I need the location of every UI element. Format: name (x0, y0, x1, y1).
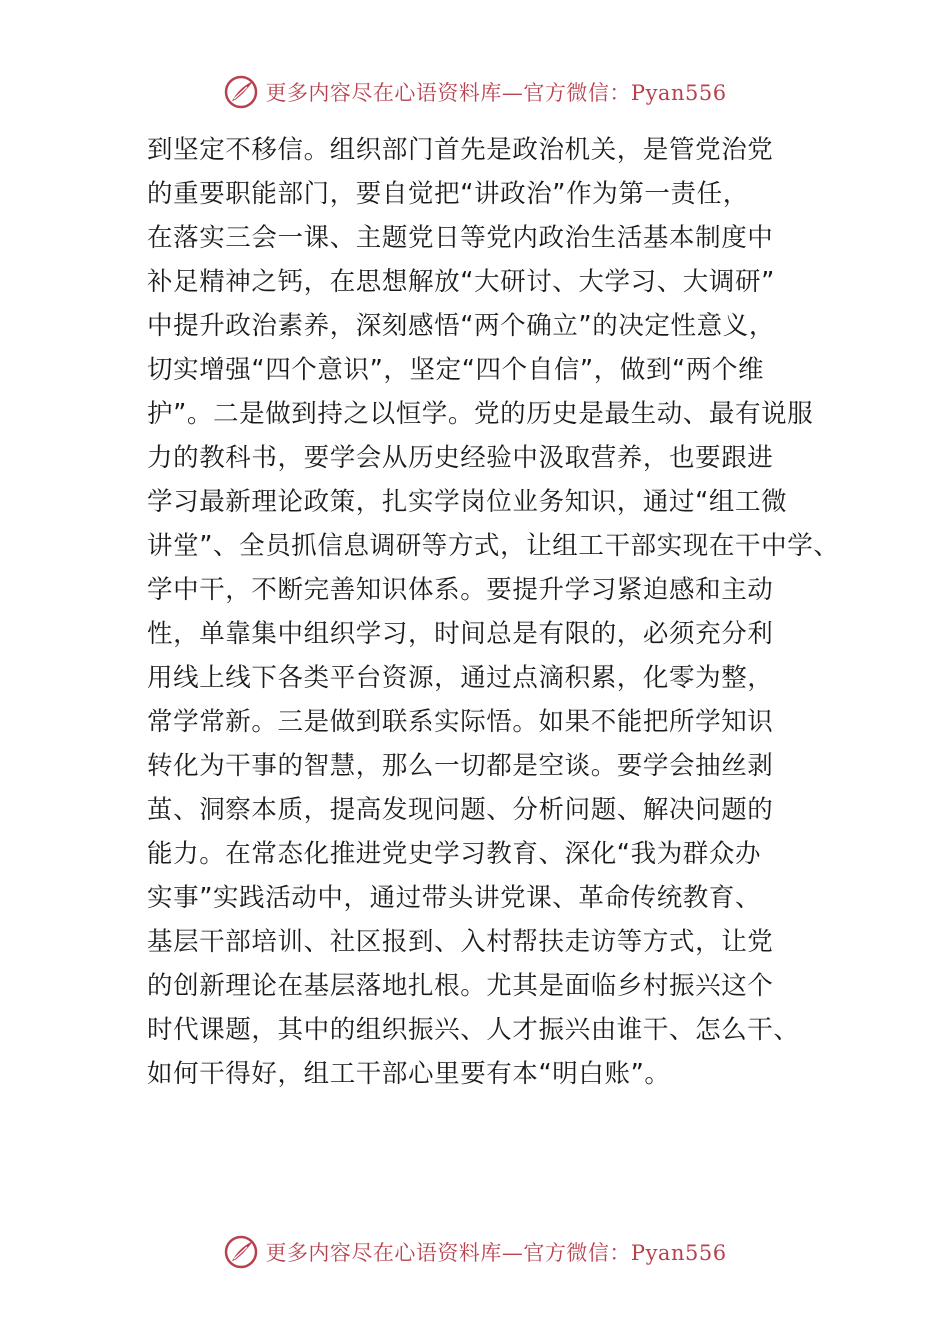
text-line: 如何干得好，组工干部心里要有本“明白账”。 (147, 1059, 671, 1089)
text-line: 学习最新理论政策，扎实学岗位业务知识，通过“组工微 (147, 487, 788, 517)
document-body (147, 128, 840, 1096)
footer-banner (0, 1232, 950, 1272)
text-line: 性，单靠集中组织学习，时间总是有限的，必须充分利 (147, 619, 774, 649)
text-line: 学中干，不断完善知识体系。要提升学习紧迫感和主动 (147, 575, 774, 605)
text-line: 中提升政治素养，深刻感悟“两个确立”的决定性意义， (147, 311, 775, 341)
text-line: 讲堂”、全员抓信息调研等方式，让组工干部实现在干中学、 (147, 531, 840, 561)
text-line: 用线上线下各类平台资源，通过点滴积累，化零为整， (147, 663, 774, 693)
header-banner-text: 更多内容尽在心语资料库—官方微信：Pyan556 (265, 81, 727, 105)
text-line: 切实增强“四个意识”，坚定“四个自信”，做到“两个维 (147, 355, 765, 385)
text-line: 到坚定不移信。组织部门首先是政治机关，是管党治党 (147, 135, 774, 165)
text-line: 转化为干事的智慧，那么一切都是空谈。要学会抽丝剥 (147, 751, 774, 781)
text-line: 护”。二是做到持之以恒学。党的历史是最生动、最有说服 (147, 399, 814, 429)
text-line: 时代课题，其中的组织振兴、人才振兴由谁干、怎么干、 (147, 1015, 800, 1045)
text-line: 能力。在常态化推进党史学习教育、深化“我为群众办 (147, 839, 762, 869)
feather-circle-logo-icon (223, 74, 259, 110)
text-line: 力的教科书，要学会从历史经验中汲取营养，也要跟进 (147, 443, 774, 473)
text-line: 的创新理论在基层落地扎根。尤其是面临乡村振兴这个 (147, 971, 774, 1001)
text-line: 基层干部培训、社区报到、入村帮扶走访等方式，让党 (147, 927, 774, 957)
text-line: 补足精神之钙，在思想解放“大研讨、大学习、大调研” (147, 267, 775, 297)
text-line: 茧、洞察本质，提高发现问题、分析问题、解决问题的 (147, 795, 774, 825)
feather-circle-logo-icon (223, 1234, 259, 1270)
footer-banner-text: 更多内容尽在心语资料库—官方微信：Pyan556 (265, 1241, 727, 1265)
text-line: 常学常新。三是做到联系实际悟。如果不能把所学知识 (147, 707, 774, 737)
text-line: 在落实三会一课、主题党日等党内政治生活基本制度中 (147, 223, 774, 253)
header-banner (0, 72, 950, 112)
text-line: 实事”实践活动中，通过带头讲党课、革命传统教育、 (147, 883, 762, 913)
text-line: 的重要职能部门，要自觉把“讲政治”作为第一责任， (147, 179, 749, 209)
